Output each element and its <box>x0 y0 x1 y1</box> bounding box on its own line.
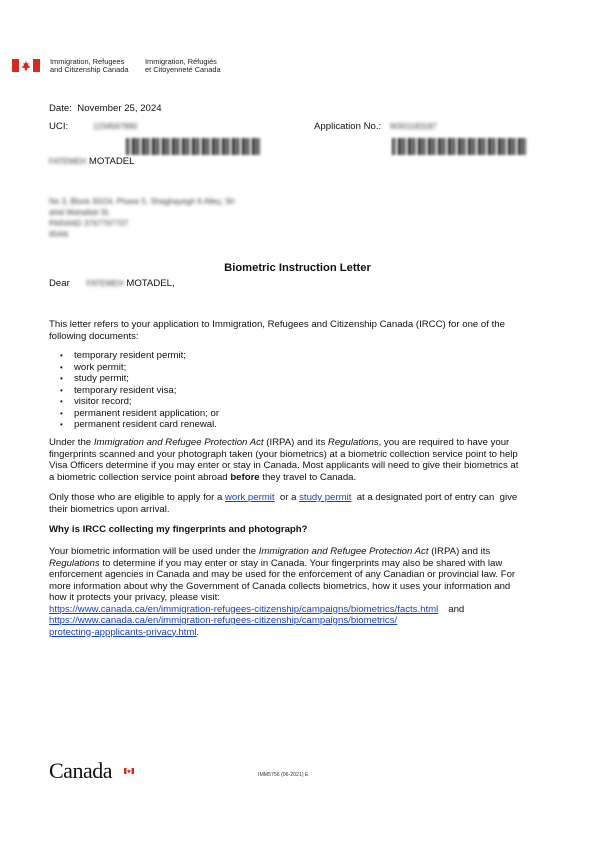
link-period: . <box>196 626 200 638</box>
p2-text: they travel to Canada. <box>259 471 357 483</box>
uci-value-redacted: 1234567890 <box>92 122 138 131</box>
salutation-suffix: MOTADEL, <box>126 278 175 289</box>
application-label: Application No.: <box>314 121 382 132</box>
privacy-link-part1[interactable]: https://www.canada.ca/en/immigration-refugees-citizenship/campaigns/biometrics/ <box>49 615 398 626</box>
p3-text: at a designated port of entry can give <box>351 492 518 503</box>
p2-before-bold: before <box>230 471 260 483</box>
date-line <box>49 103 162 115</box>
canada-wordmark <box>49 758 112 788</box>
recipient-name <box>49 156 135 168</box>
list-item: • temporary resident visa; <box>49 385 219 397</box>
p2-regulations-italic: Regulations <box>327 437 379 448</box>
p2-act-italic: Immigration and Refugee Protection Act <box>93 437 264 448</box>
list-item: • permanent resident card renewal. <box>49 419 219 431</box>
address-line: IRAN <box>49 230 69 239</box>
biometric-use-paragraph <box>49 546 569 638</box>
study-permit-link[interactable]: study permit <box>299 492 352 503</box>
date-value: November 25, 2024 <box>77 103 162 114</box>
p4-text: (IRPA) and its <box>428 546 491 557</box>
p2-line4 <box>49 472 569 484</box>
p4-act-italic: Immigration and Refugee Protection Act <box>258 546 429 557</box>
department-name-fr <box>145 58 221 75</box>
p4-line7 <box>49 615 569 627</box>
p4-line5: how it protects your privacy, please visit: <box>49 592 220 603</box>
wordmark-flag-icon <box>124 761 134 779</box>
p4-text: to determine if you may enter or stay in Canada. Your fingerprints may also be shared with law <box>99 557 503 569</box>
p3-text: Only those who are eligible to apply for a <box>49 492 225 503</box>
dept-en-line2: and Citizenship Canada <box>50 65 129 75</box>
address-line: PARAND 3767797707 <box>49 219 129 228</box>
uci-line <box>49 121 137 133</box>
uci-label: UCI: <box>49 121 69 132</box>
application-line <box>314 121 437 133</box>
p2-text: a biometric collection service point abroad <box>49 471 231 483</box>
p2-text: (IRPA) and its <box>263 437 328 448</box>
why-heading: Why is IRCC collecting my fingerprints and photograph? <box>49 524 308 535</box>
p4-regulations-italic: Regulations <box>49 557 100 569</box>
recipient-first-name-redacted: FATEMEH <box>49 157 87 166</box>
p3-line1 <box>49 492 569 504</box>
p4-line8 <box>49 627 569 639</box>
p4-line4: more information about why the Government of Canada collects biometrics, how it uses your information and <box>49 580 511 592</box>
list-item: • study permit; <box>49 373 219 385</box>
list-item: • permanent resident application; or <box>49 408 219 420</box>
p4-line2 <box>49 558 569 570</box>
p2-line3: Visa Officers determine if you may enter or stay in Canada. Most applicants will need to give their biometrics at <box>49 460 519 471</box>
p3-text: or a <box>274 492 300 503</box>
and-text: and <box>448 603 465 615</box>
biometrics-facts-link[interactable]: https://www.canada.ca/en/immigration-refugees-citizenship/campaigns/biometrics/facts.html <box>49 603 439 615</box>
recipient-last-name: MOTADEL <box>88 156 135 167</box>
application-value-redacted: W301183187 <box>389 122 437 131</box>
salutation-first-name-redacted: FATEMEH <box>86 279 124 288</box>
letter-title: Biometric Instruction Letter <box>224 262 371 274</box>
privacy-link-part2[interactable]: protecting-appplicants-privacy.html <box>49 626 197 638</box>
intro-line: This letter refers to your application to Immigration, Refugees and Citizenship Canada (IRCC) for one of the <box>49 319 505 330</box>
biometrics-requirement-paragraph <box>49 437 569 483</box>
recipient-address-redacted <box>49 196 235 240</box>
p2-text: , you are required to have your <box>378 437 510 448</box>
p4-line6 <box>49 604 569 616</box>
barcode-right <box>392 138 526 155</box>
list-item: • visitor record; <box>49 396 219 408</box>
dept-en-line1: Immigration, Refugees <box>50 57 125 66</box>
work-permit-link[interactable]: work permit <box>225 492 275 503</box>
date-label: Date: <box>49 103 72 114</box>
salutation-prefix: Dear <box>49 278 70 289</box>
intro-paragraph <box>49 319 559 342</box>
p3-line2: their biometrics upon arrival. <box>49 503 170 515</box>
list-item: • work permit; <box>49 362 219 374</box>
salutation <box>49 278 175 290</box>
p4-line1 <box>49 546 569 558</box>
port-of-entry-paragraph <box>49 492 569 515</box>
intro-line: following documents: <box>49 330 139 342</box>
dept-fr-line2: et Citoyenneté Canada <box>145 65 221 75</box>
address-line: ahid Mahallati St. <box>49 208 111 217</box>
form-code: IMM5756 (06-2021) E <box>258 772 309 778</box>
department-name-en <box>50 58 128 75</box>
documents-list <box>49 350 219 431</box>
address-line: No 3, Block 30/24, Phase 5, Shaghayegh 6 Alley, Sh <box>49 197 235 206</box>
p2-line1 <box>49 437 569 449</box>
p2-line2: fingerprints scanned and your photograph taken (your biometrics) at a biometric collection service point to help <box>49 448 518 460</box>
list-item: • temporary resident permit; <box>49 350 219 362</box>
canada-flag-icon <box>12 59 40 72</box>
p2-text: Under the <box>49 437 94 448</box>
dept-fr-line1: Immigration, Réfugiés <box>145 57 217 66</box>
p4-text: Your biometric information will be used under the <box>49 546 259 557</box>
p4-line3: enforcement agencies in Canada and may be used for the enforcement of any Canadian or provincial law. For <box>49 569 516 580</box>
canada-wordmark-text: Canada <box>49 758 112 783</box>
barcode-left <box>126 138 260 155</box>
